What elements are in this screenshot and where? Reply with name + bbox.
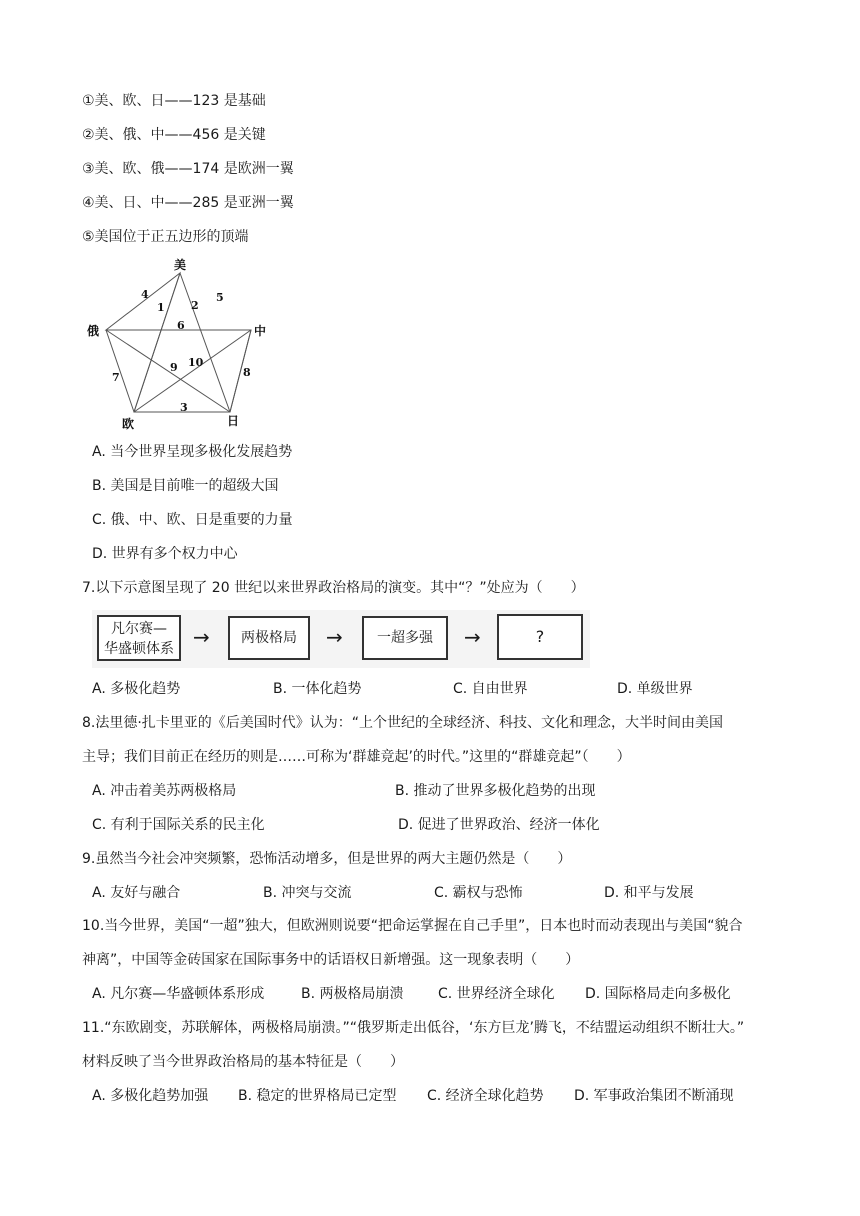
option-b[interactable]: B. 稳定的世界格局已定型 [238, 1088, 397, 1104]
question-7-stem: 7.以下示意图呈现了 20 世纪以来世界政治格局的演变。其中“？”处应为（ ） [82, 580, 585, 596]
vertex-label-eu: 欧 [122, 417, 135, 431]
question-10-stem-line2: 神离”，中国等金砖国家在国际事务中的话语权日新增强。这一现象表明（ ） [82, 952, 580, 968]
option-c[interactable]: C. 俄、中、欧、日是重要的力量 [92, 512, 293, 528]
question-9-stem: 9.虽然当今社会冲突频繁，恐怖活动增多，但是世界的两大主题仍然是（ ） [82, 851, 572, 867]
option-a[interactable]: A. 多极化趋势 [92, 681, 181, 697]
edge-number: 5 [216, 291, 224, 304]
option-c[interactable]: C. 自由世界 [453, 681, 528, 697]
question-8-stem-line2: 主导；我们目前正在经历的则是……可称为‘群雄竞起’的时代。”这里的“群雄竞起”（ ） [82, 749, 631, 765]
flow-box-1-line2: 华盛顿体系 [104, 641, 174, 657]
option-c[interactable]: C. 有利于国际关系的民主化 [92, 817, 265, 833]
option-c[interactable]: C. 世界经济全球化 [438, 986, 555, 1002]
question-11-stem-line1: 11.“东欧剧变，苏联解体，两极格局崩溃。”“俄罗斯走出低谷，‘东方巨龙’腾飞，不结盟运动组织不断壮大。” [82, 1020, 745, 1036]
option-d[interactable]: D. 和平与发展 [604, 885, 694, 901]
edge-number: 3 [180, 401, 188, 414]
question-8-stem-line1: 8.法里德·扎卡里亚的《后美国时代》认为：“上个世纪的全球经济、科技、文化和理念，大半时间由美国 [82, 715, 724, 731]
option-a[interactable]: A. 友好与融合 [92, 885, 181, 901]
option-a[interactable]: A. 冲击着美苏两极格局 [92, 783, 237, 799]
option-b[interactable]: B. 冲突与交流 [263, 885, 352, 901]
flow-box-4: ? [497, 614, 583, 660]
option-c[interactable]: C. 霸权与恐怖 [434, 885, 523, 901]
edge-number: 8 [243, 366, 251, 379]
arrow-icon: → [326, 625, 343, 649]
question-10-stem-line1: 10.当今世界，美国“一超”独大，但欧洲则说要“把命运掌握在自己手里”，日本也时而动表现出与美国“貌合 [82, 918, 743, 934]
pentagon-diagram [82, 252, 272, 432]
edge-number: 10 [188, 356, 204, 369]
flow-box-2: 两极格局 [228, 616, 310, 660]
list-item: ④美、日、中——285 是亚洲一翼 [82, 195, 294, 211]
arrow-icon: → [464, 625, 481, 649]
option-b[interactable]: B. 推动了世界多极化趋势的出现 [395, 783, 596, 799]
vertex-label-cn: 中 [254, 324, 267, 338]
option-a[interactable]: A. 凡尔赛—华盛顿体系形成 [92, 986, 265, 1002]
option-b[interactable]: B. 两极格局崩溃 [301, 986, 404, 1002]
edge-number: 6 [177, 319, 185, 332]
flow-box-1 [97, 615, 181, 661]
arrow-icon: → [193, 625, 210, 649]
list-item: ⑤美国位于正五边形的顶端 [82, 229, 249, 245]
vertex-label-ru: 俄 [87, 324, 100, 338]
option-b[interactable]: B. 美国是目前唯一的超级大国 [92, 478, 279, 494]
option-b[interactable]: B. 一体化趋势 [273, 681, 362, 697]
vertex-label-jp: 日 [227, 414, 240, 428]
flow-box-1-line1: 凡尔赛— [111, 621, 167, 637]
option-d[interactable]: D. 促进了世界政治、经济一体化 [398, 817, 600, 833]
option-d[interactable]: D. 国际格局走向多极化 [585, 986, 731, 1002]
edge-number: 7 [112, 371, 120, 384]
option-c[interactable]: C. 经济全球化趋势 [427, 1088, 544, 1104]
question-11-stem-line2: 材料反映了当今世界政治格局的基本特征是（ ） [82, 1054, 404, 1070]
vertex-label-us: 美 [174, 258, 187, 272]
edge-number: 4 [141, 288, 149, 301]
option-d[interactable]: D. 单级世界 [617, 681, 693, 697]
flow-box-3: 一超多强 [362, 616, 448, 660]
list-item: ①美、欧、日——123 是基础 [82, 93, 266, 109]
option-a[interactable]: A. 多极化趋势加强 [92, 1088, 209, 1104]
edge-number: 2 [191, 299, 199, 312]
flow-diagram [92, 610, 590, 668]
list-item: ③美、欧、俄——174 是欧洲一翼 [82, 161, 294, 177]
pentagon-outline [106, 273, 251, 412]
edge-number: 1 [157, 301, 165, 314]
option-d[interactable]: D. 世界有多个权力中心 [92, 546, 238, 562]
option-d[interactable]: D. 军事政治集团不断涌现 [574, 1088, 734, 1104]
edge-number: 9 [170, 361, 178, 374]
option-a[interactable]: A. 当今世界呈现多极化发展趋势 [92, 444, 293, 460]
list-item: ②美、俄、中——456 是关键 [82, 127, 266, 143]
